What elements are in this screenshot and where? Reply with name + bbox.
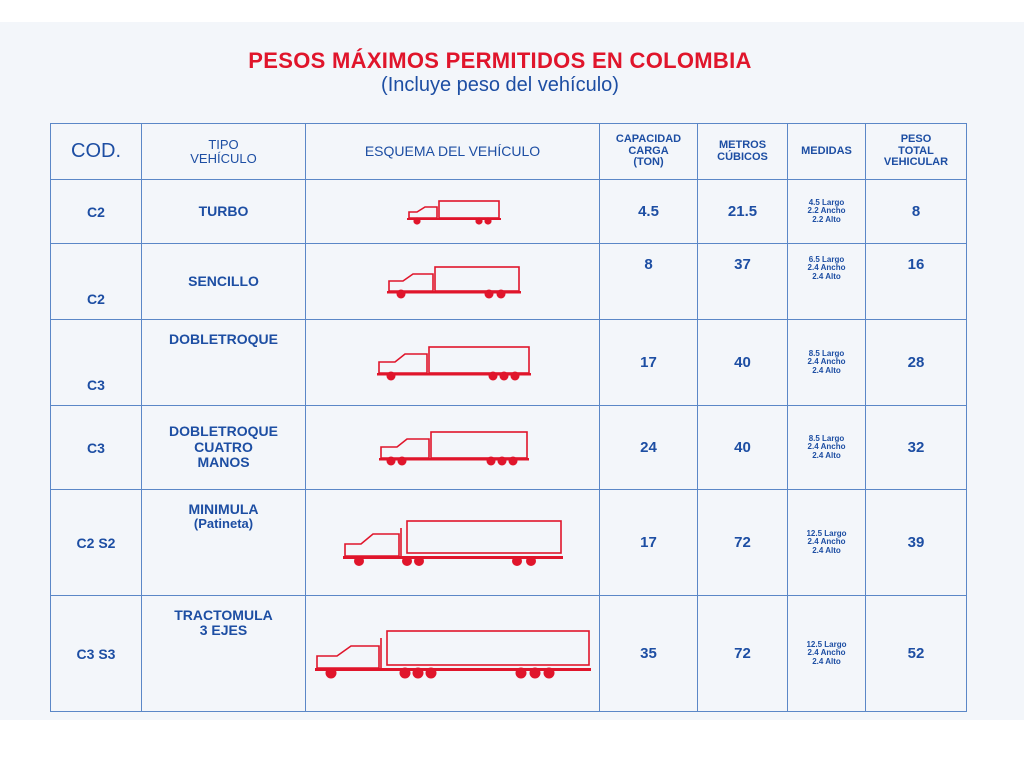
row-metros: 40 (698, 320, 788, 406)
row-tipo (142, 596, 306, 712)
row-cod: C3 S3 (51, 596, 142, 712)
header-peso (866, 124, 967, 180)
row-capacidad: 17 (600, 320, 698, 406)
row-metros: 37 (698, 244, 788, 320)
row-metros: 40 (698, 406, 788, 490)
truck-tractomula-icon (313, 628, 593, 680)
table-row (51, 596, 967, 712)
row-tipo (142, 180, 306, 244)
row-esquema (306, 490, 600, 596)
row-peso: 8 (866, 180, 967, 244)
row-cod: C2 S2 (51, 490, 142, 596)
row-medidas (788, 596, 866, 712)
row-tipo-line-2: (Patineta) (193, 516, 254, 532)
row-tipo-line-1: MINIMULA (188, 501, 259, 517)
row-tipo (142, 406, 306, 490)
row-medidas (788, 406, 866, 490)
header-cod: COD. (51, 124, 142, 180)
row-alto: 2.4 Alto (812, 271, 841, 281)
row-capacidad: 8 (600, 244, 698, 320)
row-tipo (142, 244, 306, 320)
row-metros: 21.5 (698, 180, 788, 244)
row-tipo (142, 490, 306, 596)
row-cod: C3 (51, 406, 142, 490)
row-medidas (788, 490, 866, 596)
header-metros-line-1: METROS (718, 138, 767, 151)
row-ancho: 2.4 Ancho (807, 263, 846, 273)
table-header-row (51, 124, 967, 180)
page-title: PESOS MÁXIMOS PERMITIDOS EN COLOMBIA (248, 48, 752, 73)
row-esquema (306, 406, 600, 490)
row-capacidad: 35 (600, 596, 698, 712)
row-capacidad: 24 (600, 406, 698, 490)
header-metros-line-2: CÚBICOS (717, 150, 768, 163)
page-subtitle: (Incluye peso del vehículo) (381, 74, 619, 96)
row-largo: 6.5 Largo (808, 255, 845, 264)
row-tipo-line-2: 3 EJES (199, 622, 248, 639)
truck-sencillo-icon (383, 264, 523, 300)
row-tipo-line-1: DOBLETROQUE (169, 423, 278, 440)
row-tipo (142, 320, 306, 406)
row-ancho: 2.2 Ancho (807, 206, 846, 216)
row-esquema (306, 596, 600, 712)
header-capacidad-line-3: (TON) (633, 156, 664, 169)
row-alto: 2.4 Alto (812, 656, 841, 666)
row-capacidad: 17 (600, 490, 698, 596)
table-row (51, 180, 967, 244)
header-peso-line-1: PESO (900, 133, 932, 146)
table-row (51, 490, 967, 596)
row-esquema (306, 180, 600, 244)
row-alto: 2.2 Alto (812, 214, 841, 224)
row-tipo-line-1: DOBLETROQUE (169, 331, 278, 347)
row-peso: 39 (866, 490, 967, 596)
header-tipo (142, 124, 306, 180)
row-peso: 16 (866, 244, 967, 320)
row-largo: 8.5 Largo (808, 348, 845, 358)
row-cod: C2 (51, 244, 142, 320)
table-row (51, 406, 967, 490)
weights-table (50, 123, 967, 712)
row-medidas (788, 244, 866, 320)
header-peso-line-2: TOTAL (898, 144, 934, 157)
truck-minimula-icon (341, 518, 565, 568)
row-ancho: 2.4 Ancho (807, 537, 846, 547)
row-ancho: 2.4 Ancho (807, 357, 846, 367)
row-ancho: 2.4 Ancho (807, 648, 846, 658)
header-metros (698, 124, 788, 180)
row-alto: 2.4 Alto (812, 365, 841, 375)
header-tipo-line-2: VEHÍCULO (190, 150, 257, 166)
row-tipo-line-2: CUATRO (194, 438, 253, 455)
header-peso-line-3: VEHICULAR (883, 156, 949, 169)
row-cod: C2 (51, 180, 142, 244)
row-largo: 12.5 Largo (806, 639, 847, 649)
header-capacidad-line-1: CAPACIDAD (615, 133, 682, 146)
row-esquema (306, 244, 600, 320)
row-metros: 72 (698, 490, 788, 596)
row-esquema (306, 320, 600, 406)
row-largo: 4.5 Largo (808, 197, 845, 207)
header-capacidad-line-2: CARGA (628, 144, 669, 157)
row-alto: 2.4 Alto (812, 450, 841, 460)
row-peso: 52 (866, 596, 967, 712)
row-peso: 28 (866, 320, 967, 406)
header-medidas: MEDIDAS (788, 124, 866, 180)
row-cod: C3 (51, 320, 142, 406)
row-capacidad: 4.5 (600, 180, 698, 244)
table-row (51, 320, 967, 406)
document-page (0, 22, 1024, 720)
row-metros: 72 (698, 596, 788, 712)
row-alto: 2.4 Alto (812, 545, 841, 555)
truck-dobletroque-icon (373, 344, 533, 382)
row-peso: 32 (866, 406, 967, 490)
row-tipo-line-3: MANOS (197, 454, 250, 471)
row-tipo-line-1: TURBO (198, 202, 249, 219)
truck-cuatro-manos-icon (375, 429, 531, 467)
header-esquema: ESQUEMA DEL VEHÍCULO (306, 124, 600, 180)
header-tipo-line-1: TIPO (208, 136, 239, 152)
table-row (51, 244, 967, 320)
row-medidas (788, 320, 866, 406)
row-medidas (788, 180, 866, 244)
truck-turbo-icon (403, 198, 503, 226)
row-tipo-line-1: TRACTOMULA (174, 607, 273, 623)
row-tipo-line-1: SENCILLO (188, 272, 259, 289)
row-ancho: 2.4 Ancho (807, 442, 846, 452)
row-largo: 12.5 Largo (806, 528, 847, 538)
header-capacidad (600, 124, 698, 180)
row-largo: 8.5 Largo (808, 433, 845, 443)
